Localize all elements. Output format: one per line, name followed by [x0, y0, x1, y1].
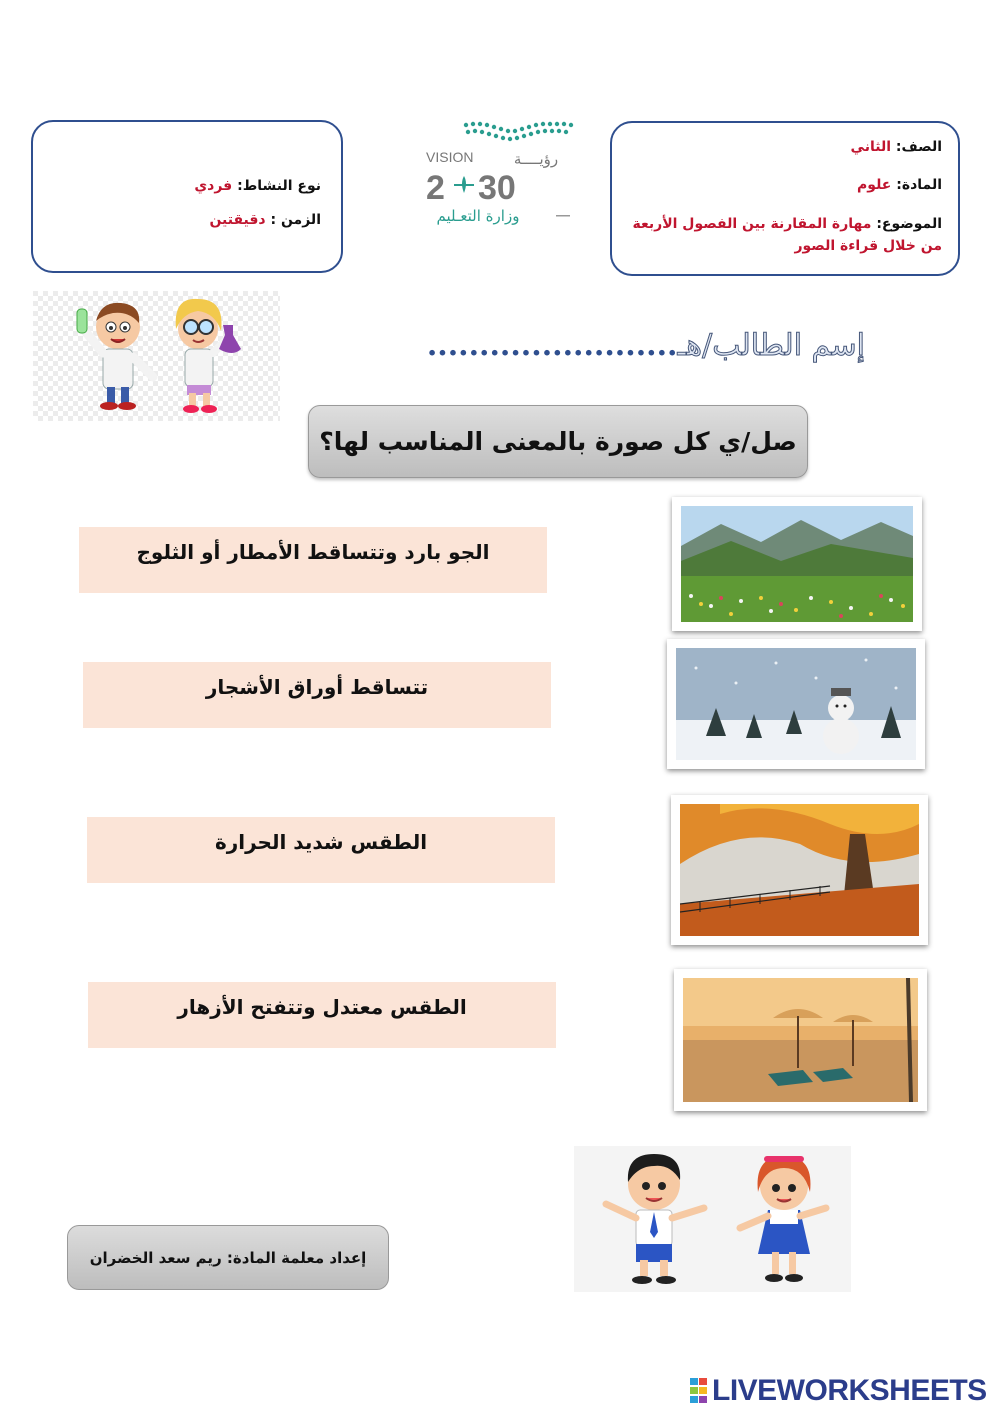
activity-info-box	[31, 120, 343, 273]
subject-value: علوم	[857, 177, 892, 193]
summer-beach-image[interactable]	[674, 969, 927, 1111]
autumn-tree-image[interactable]	[671, 795, 928, 945]
activity-label: نوع النشاط:	[237, 178, 321, 194]
topic-row	[622, 213, 942, 257]
liveworksheets-icon	[690, 1378, 708, 1404]
year-right: 30	[478, 169, 516, 207]
vision-arabic: رؤيــــة	[513, 150, 559, 168]
match-option-3[interactable]	[87, 817, 555, 883]
topic-value-line2: من خلال قراءة الصور	[794, 238, 942, 254]
teacher-credit-text: إعداد معلمة المادة: ريم سعد الخضران	[89, 1248, 367, 1267]
match-option-text: الجو بارد وتتساقط الأمطار أو الثلوج	[136, 540, 490, 564]
liveworksheets-logo[interactable]	[690, 1374, 990, 1408]
time-label: الزمن :	[270, 212, 321, 228]
instruction-banner	[308, 405, 808, 478]
year-left: 2	[426, 169, 445, 207]
subject-label: المادة:	[896, 177, 942, 193]
student-name-dots: ........................	[426, 328, 678, 363]
grade-row	[622, 137, 942, 157]
time-value: دقيقتين	[209, 212, 266, 228]
ministry-name: وزارة التعـليم	[436, 207, 520, 225]
student-name-line[interactable]	[345, 328, 865, 384]
time-row	[43, 210, 321, 230]
grade-value: الثاني	[850, 139, 891, 155]
match-option-text: الطقس معتدل وتتفتح الأزهار	[177, 995, 467, 1019]
subject-row	[622, 175, 942, 195]
match-option-2[interactable]	[83, 662, 551, 728]
instruction-text: صل/ي كل صورة بالمعنى المناسب لها؟	[319, 427, 797, 456]
class-info-box	[610, 121, 960, 276]
school-kids-illustration	[574, 1146, 851, 1292]
topic-value-line1: مهارة المقارنة بين الفصول الأربعة	[632, 216, 872, 232]
scientist-kids-illustration	[33, 291, 280, 421]
spring-meadow-image[interactable]	[672, 497, 922, 631]
liveworksheets-wordmark: LIVEWORKSHEETS	[712, 1374, 987, 1407]
match-option-4[interactable]	[88, 982, 556, 1048]
teacher-credit	[67, 1225, 389, 1290]
student-name-label: إسم الطالب/هـ	[677, 328, 865, 363]
vision-text: VISION	[426, 149, 474, 165]
grade-label: الصف:	[895, 139, 942, 155]
activity-row	[43, 176, 321, 196]
match-option-text: الطقس شديد الحرارة	[214, 830, 428, 854]
topic-label: الموضوع:	[876, 216, 942, 232]
activity-value: فردي	[194, 178, 233, 194]
match-option-text: تتساقط أوراق الأشجار	[205, 675, 429, 699]
match-option-1[interactable]	[79, 527, 547, 593]
vision-2030-logo	[418, 117, 586, 227]
winter-snowman-image[interactable]	[667, 639, 925, 769]
